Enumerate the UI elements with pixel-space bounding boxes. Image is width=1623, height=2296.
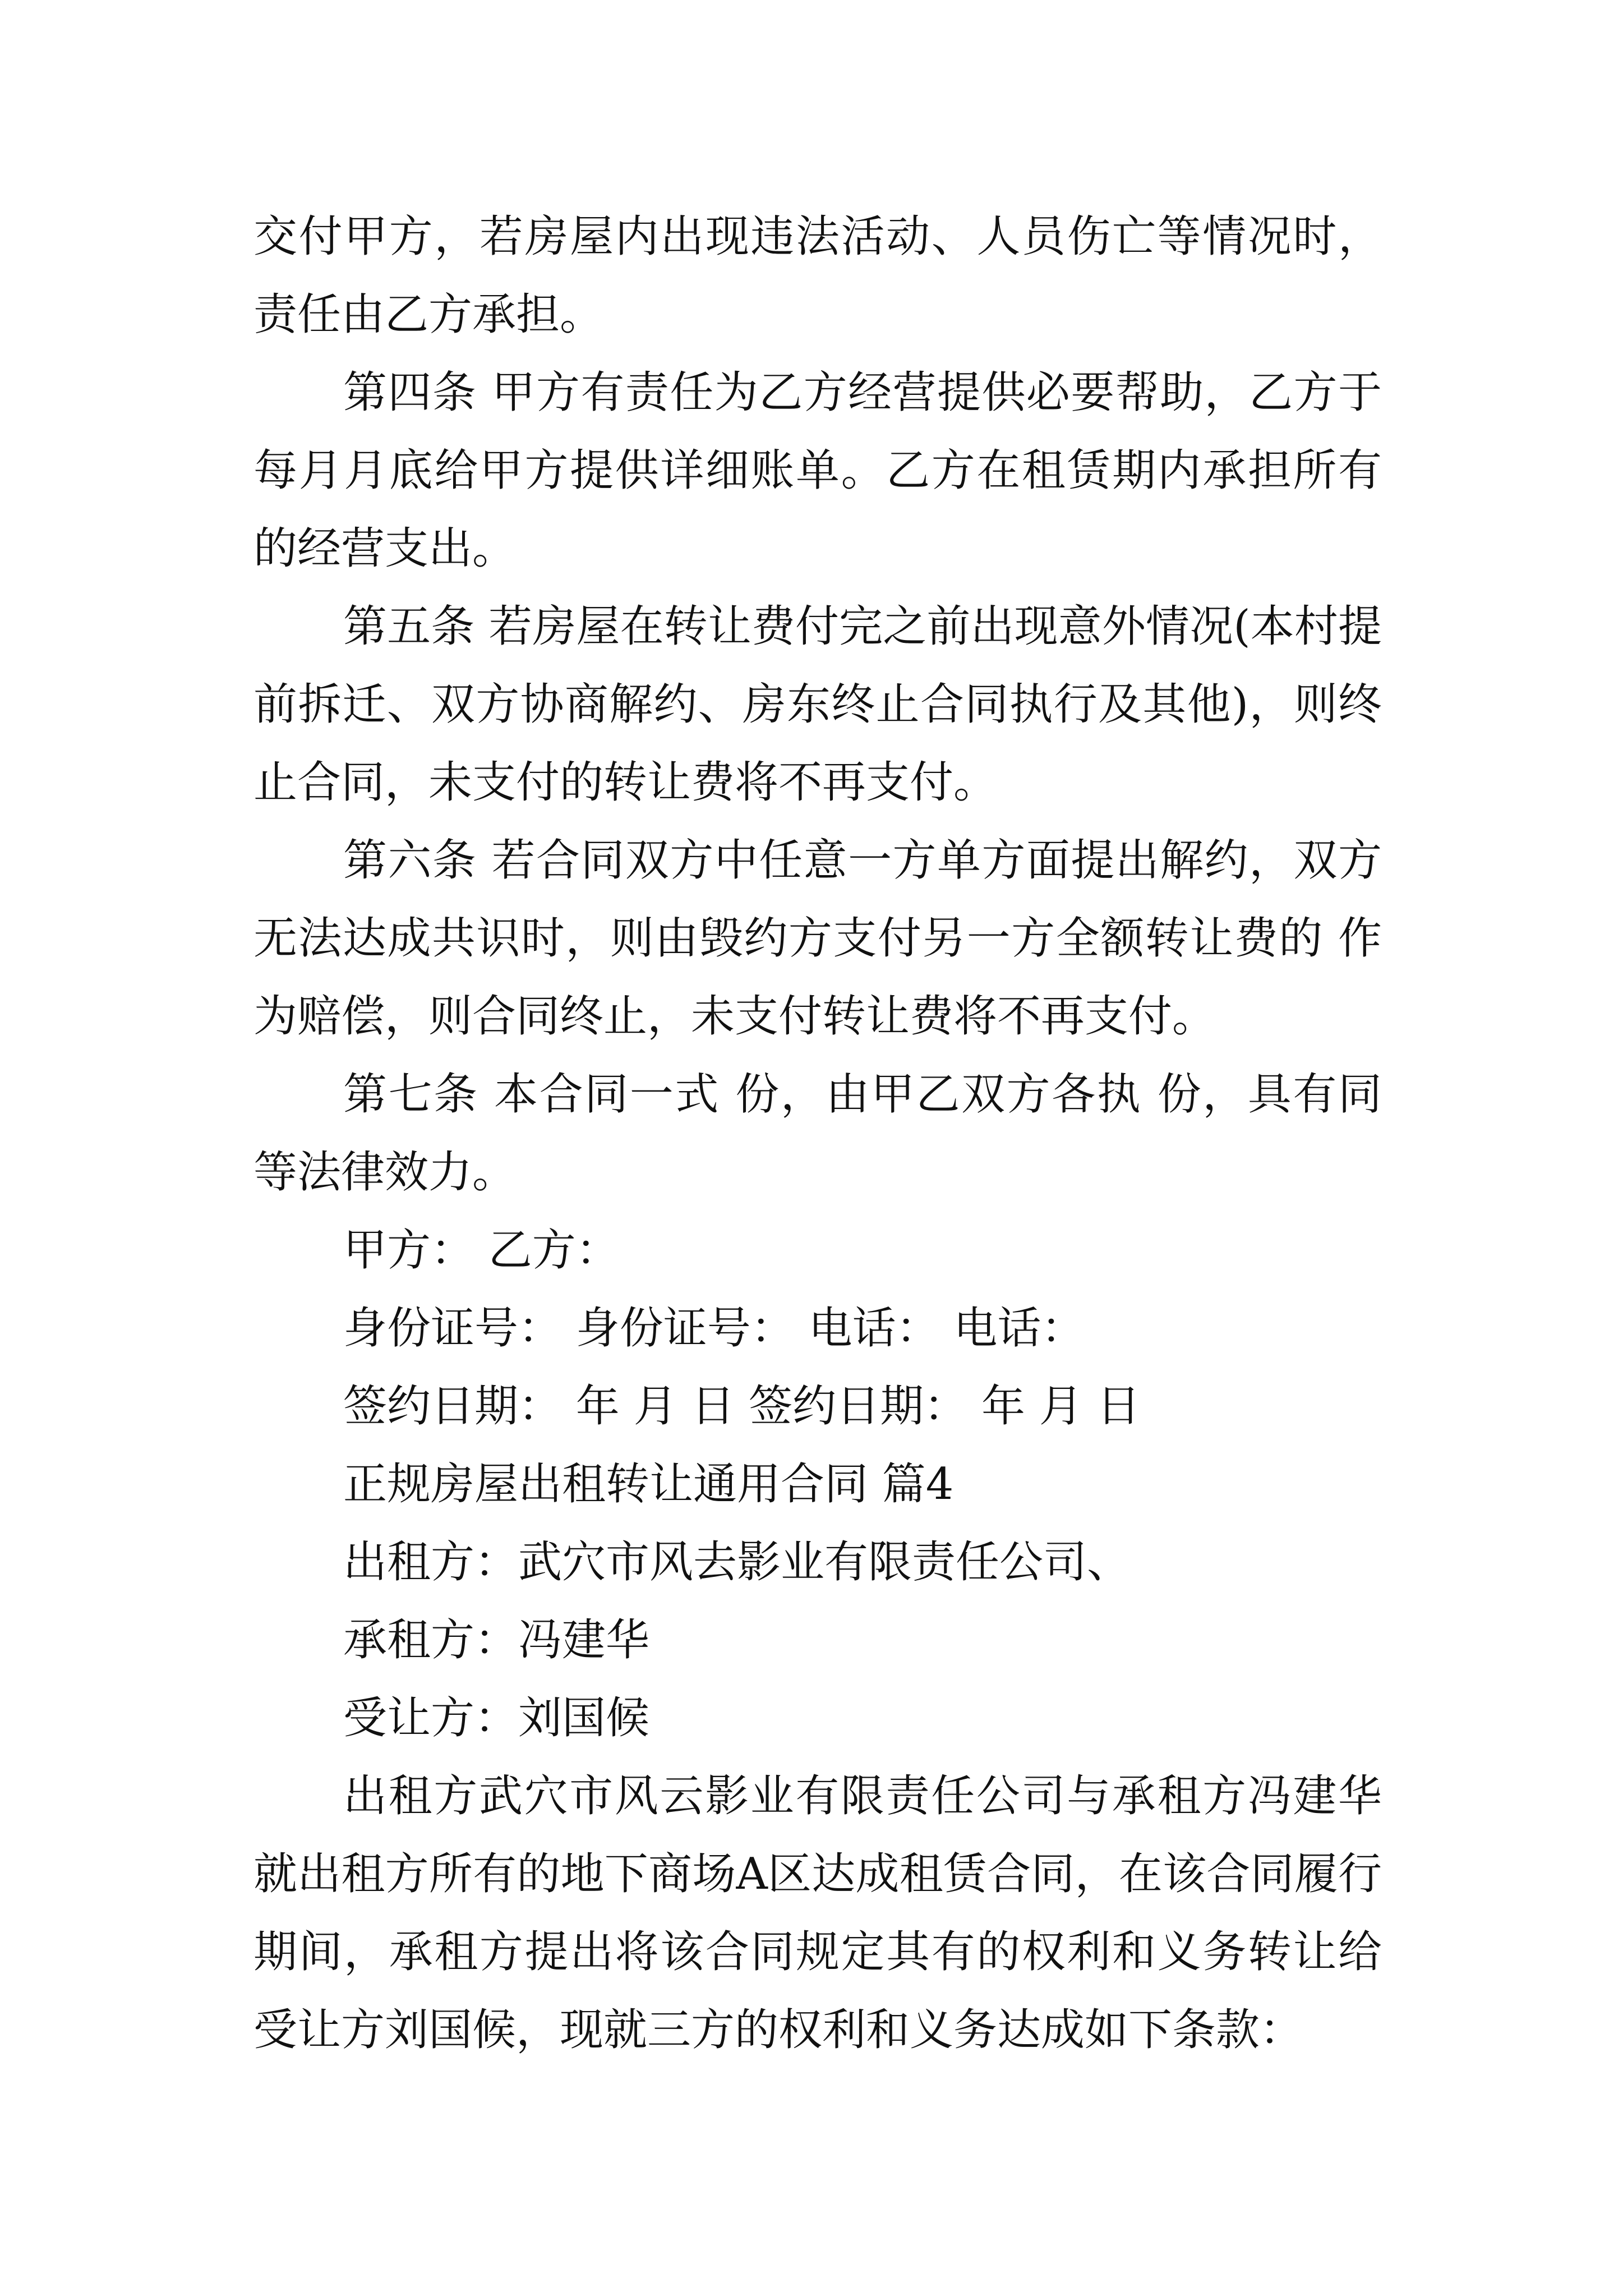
lessee-line: 承租方：冯建华: [343, 1615, 650, 1665]
paragraph-intro: 出租方武穴市风云影业有限责任公司与承租方冯建华就出租方所有的地下商场A区达成租赁合同，在该合同履行期间，承租方提出将该合同规定其有的权利和义务转让给受让方刘国候，现就三方的权利和义务达成如下条款：: [253, 1771, 1382, 2055]
paragraph-article-7: 第七条 本合同一式 份，由甲乙双方各执 份，具有同等法律效力。: [253, 1069, 1382, 1198]
paragraph-article-5: 第五条 若房屋在转让费付完之前出现意外情况(本村提前拆迁、双方协商解约、房东终止合同执行及其他)，则终止合同，未支付的转让费将不再支付。: [253, 601, 1382, 808]
lessor-line: 出租方：武穴市风去影业有限责任公司、: [343, 1537, 1131, 1588]
contract-text: [253, 198, 1382, 2069]
signature-id-phone: 身份证号： 身份证号： 电话： 电话：: [343, 1303, 1085, 1354]
paragraph-article-6: 第六条 若合同双方中任意一方单方面提出解约，双方无法达成共识时，则由毁约方支付另一方全额转让费的 作为赔偿，则合同终止，未支付转让费将不再支付。: [253, 835, 1382, 1042]
transferee-line: 受让方：刘国候: [343, 1693, 650, 1743]
signature-dates: 签约日期： 年 月 日 签约日期： 年 月 日: [343, 1381, 1141, 1432]
section-title: 正规房屋出租转让通用合同 篇4: [343, 1459, 954, 1510]
paragraph-article-4: 第四条 甲方有责任为乙方经营提供必要帮助，乙方于每月月底给甲方提供详细账单。乙方在租赁期内承担所有的经营支出。: [253, 367, 1382, 574]
paragraph-continuation: 交付甲方，若房屋内出现违法活动、人员伤亡等情况时，责任由乙方承担。: [253, 211, 1382, 340]
signature-parties: 甲方： 乙方：: [343, 1225, 620, 1276]
